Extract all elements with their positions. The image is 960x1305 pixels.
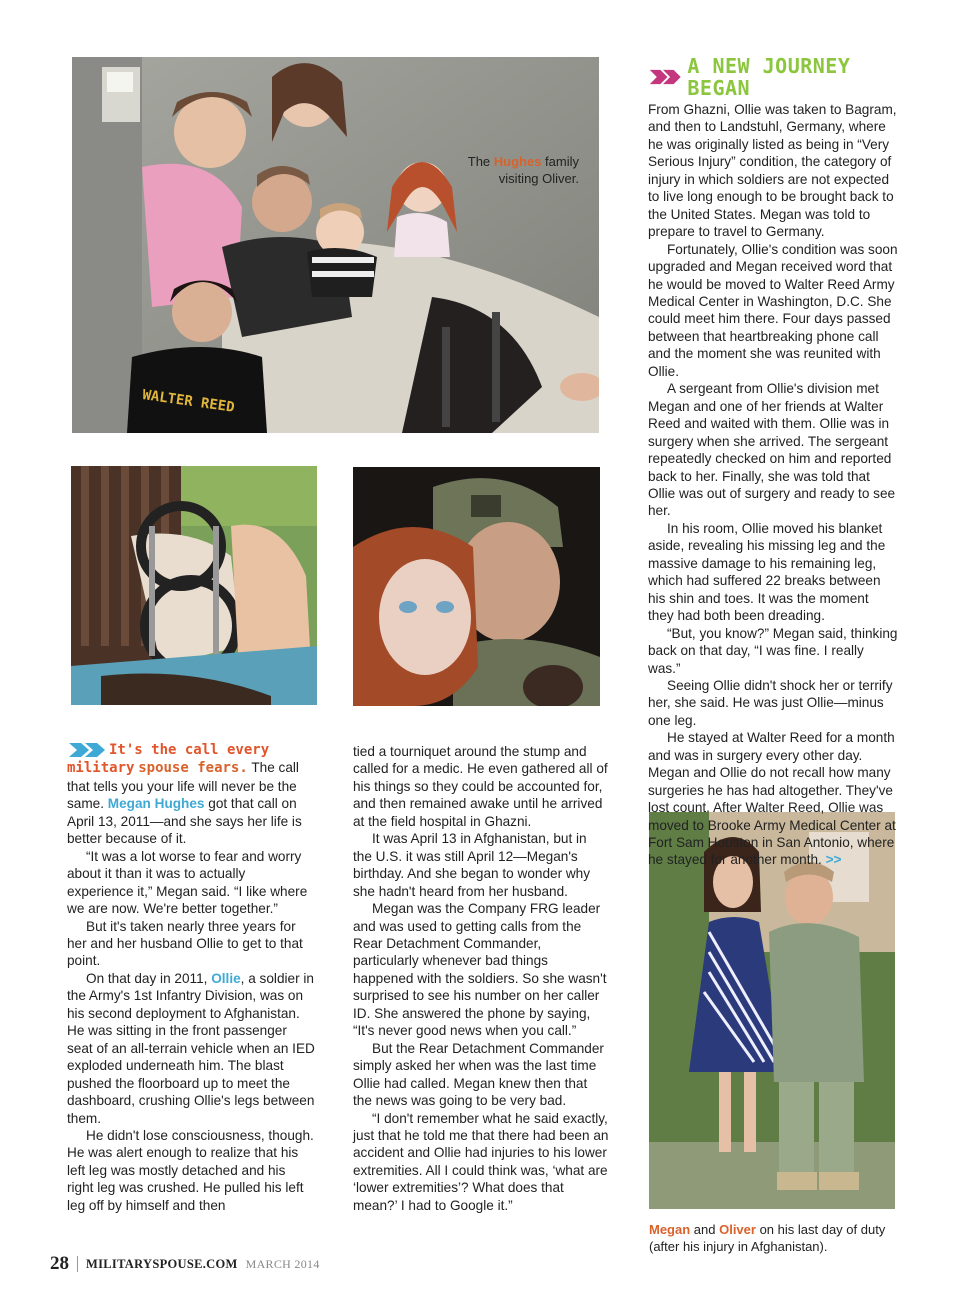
leg-fixator-illustration	[71, 466, 317, 705]
leg-fixator-photo	[71, 466, 317, 705]
couple-photo	[649, 812, 895, 1209]
caption-text: family visiting Oliver.	[498, 154, 579, 186]
caption-name-oliver: Oliver	[719, 1222, 756, 1237]
body-text: got that call on April 13, 2011—and she says her life is better because of it.	[67, 796, 302, 847]
body-paragraph: He didn't lose consciousness, though. He was alert enough to realize that his left leg was mostly detached and his right leg was crushed. He pulled his left leg off by himself and then	[67, 1127, 314, 1213]
body-text: On that day in 2011,	[86, 970, 212, 986]
body-paragraph: But the Rear Detachment Commander simply asked her when was the last time Ollie had called. Megan knew then that the news was going to be very bad.	[353, 1040, 604, 1109]
family-hospital-photo	[72, 57, 599, 433]
double-arrow-icon	[648, 67, 683, 87]
body-text: , a soldier in the Army's 1st Infantry Division, was on his second deployment to Afghanistan. He was sitting in the front passenger seat of an all-terrain vehicle when an IED exploded underneath him. The blast pushed the floorboard up to meet the dashboard, crushing Ollie's legs between them.	[67, 970, 315, 1126]
footer-site: MILITARYSPOUSE.COM	[86, 1256, 238, 1271]
body-paragraph: But it's taken nearly three years for her and her husband Ollie to get to that point.	[67, 918, 303, 969]
shirt-text: WALTER REED	[141, 387, 236, 416]
body-paragraph: From Ghazni, Ollie was taken to Bagram, and then to Landstuhl, Germany, where he was originally listed as being in “Very Serious Injury” condition, the category of injury in which soldiers are not expected to live long enough to be brought back to the United States. Megan was told to prepare to travel to Germany.	[648, 102, 897, 240]
caption-name-megan: Megan	[649, 1222, 691, 1237]
soldier-daughter-photo	[353, 467, 600, 706]
body-paragraph: “I don't remember what he said exactly, just that he told me that there had been an accident and Ollie had injuries to his lower extremities. All I could think was, ‘what are ‘lower extremities’? What does that mean?’ I had to Google it.”	[353, 1110, 609, 1213]
couple-illustration	[649, 812, 895, 1209]
page-footer	[50, 1253, 320, 1275]
section-heading-text: A NEW JOURNEY BEGAN	[687, 54, 851, 100]
caption-text: and	[690, 1222, 720, 1237]
name-ollie: Ollie	[211, 970, 241, 986]
body-paragraph: “But, you know?” Megan said, thinking back on that day, “I was fine. I really was.”	[648, 625, 898, 676]
continue-arrow-link[interactable]: >>	[825, 852, 842, 868]
soldier-daughter-illustration	[353, 467, 600, 706]
family-photo-caption	[439, 153, 579, 187]
caption-text: on his last day of duty (after his injury in Afghanistan).	[649, 1222, 886, 1254]
body-text: He stayed at Walter Reed for a month and was in surgery every other day. Megan and Ollie do not recall how many surgeries he has had altogether. They've lost count. After Walter Reed, Ollie was moved to Brooke Army Medical Center at Fort Sam Houston in San Antonio, where he stayed for another month.	[648, 730, 896, 868]
article-column-3	[648, 55, 898, 869]
page-number: 28	[50, 1253, 69, 1274]
body-text: The call that tells you your life will never be the same.	[67, 760, 299, 812]
footer-divider	[77, 1256, 78, 1272]
body-paragraph: In his room, Ollie moved his blanket aside, revealing his missing leg and the massive damage to his remaining leg, which had suffered 22 breaks between his shin and toes. It was the moment they had both been dreading.	[648, 520, 886, 624]
lead-heading-line-1: It's the call every military	[67, 742, 270, 777]
lead-paragraph	[67, 741, 315, 848]
double-arrow-icon	[67, 741, 109, 759]
name-megan-hughes: Megan Hughes	[107, 796, 205, 812]
caption-text: The	[467, 154, 494, 169]
body-paragraph: Fortunately, Ollie's condition was soon upgraded and Megan received word that he would be moved to Walter Reed Army Medical Center in Washington, D.C. She could meet him there. Four days passed between that heartbreaking phone call and the moment she was reunited with Ollie.	[648, 241, 898, 379]
body-paragraph	[648, 729, 898, 869]
body-paragraph	[67, 970, 315, 1127]
article-column-1	[67, 741, 315, 1214]
lead-heading-line-2: spouse fears.	[138, 760, 248, 777]
footer-issue: MARCH 2014	[245, 1256, 320, 1271]
body-paragraph: It was April 13 in Afghanistan, but in the U.S. it was still April 12—Megan's birthday. And she began to wonder why she hadn't heard from her husband.	[353, 831, 591, 899]
article-column-2	[353, 743, 609, 1214]
body-paragraph: tied a tourniquet around the stump and called for a medic. He even gathered all of his things so they could be accounted for, and then remained awake until he arrived at the field hospital in Ghazni.	[353, 744, 608, 829]
body-paragraph: Megan was the Company FRG leader and was used to getting calls from the Rear Detachment Commander, particularly whenever bad things happened with the soldiers. So she wasn't surprised to see his number on her caller ID. She answered the phone by saying, “It's never good news when you call.”	[353, 901, 607, 1039]
body-paragraph: A sergeant from Ollie's division met Megan and one of her friends at Walter Reed and waited with them. Ollie was in surgery when she arrived. The sergeant repeatedly checked on him and reported back to her. Finally, she was told that Ollie was out of surgery and ready to see her.	[648, 381, 896, 519]
body-paragraph: Seeing Ollie didn't shock her or terrify her, she said. He was just Ollie—minus one leg.	[648, 677, 893, 728]
section-heading	[648, 55, 898, 99]
couple-photo-caption	[649, 1222, 909, 1255]
body-paragraph: “It was a lot worse to fear and worry about it than it was to actually experience it,” Megan said. “I like where we are now. We're better together.”	[67, 848, 308, 917]
caption-name-hughes: Hughes	[493, 154, 542, 169]
family-hospital-illustration	[72, 57, 599, 433]
